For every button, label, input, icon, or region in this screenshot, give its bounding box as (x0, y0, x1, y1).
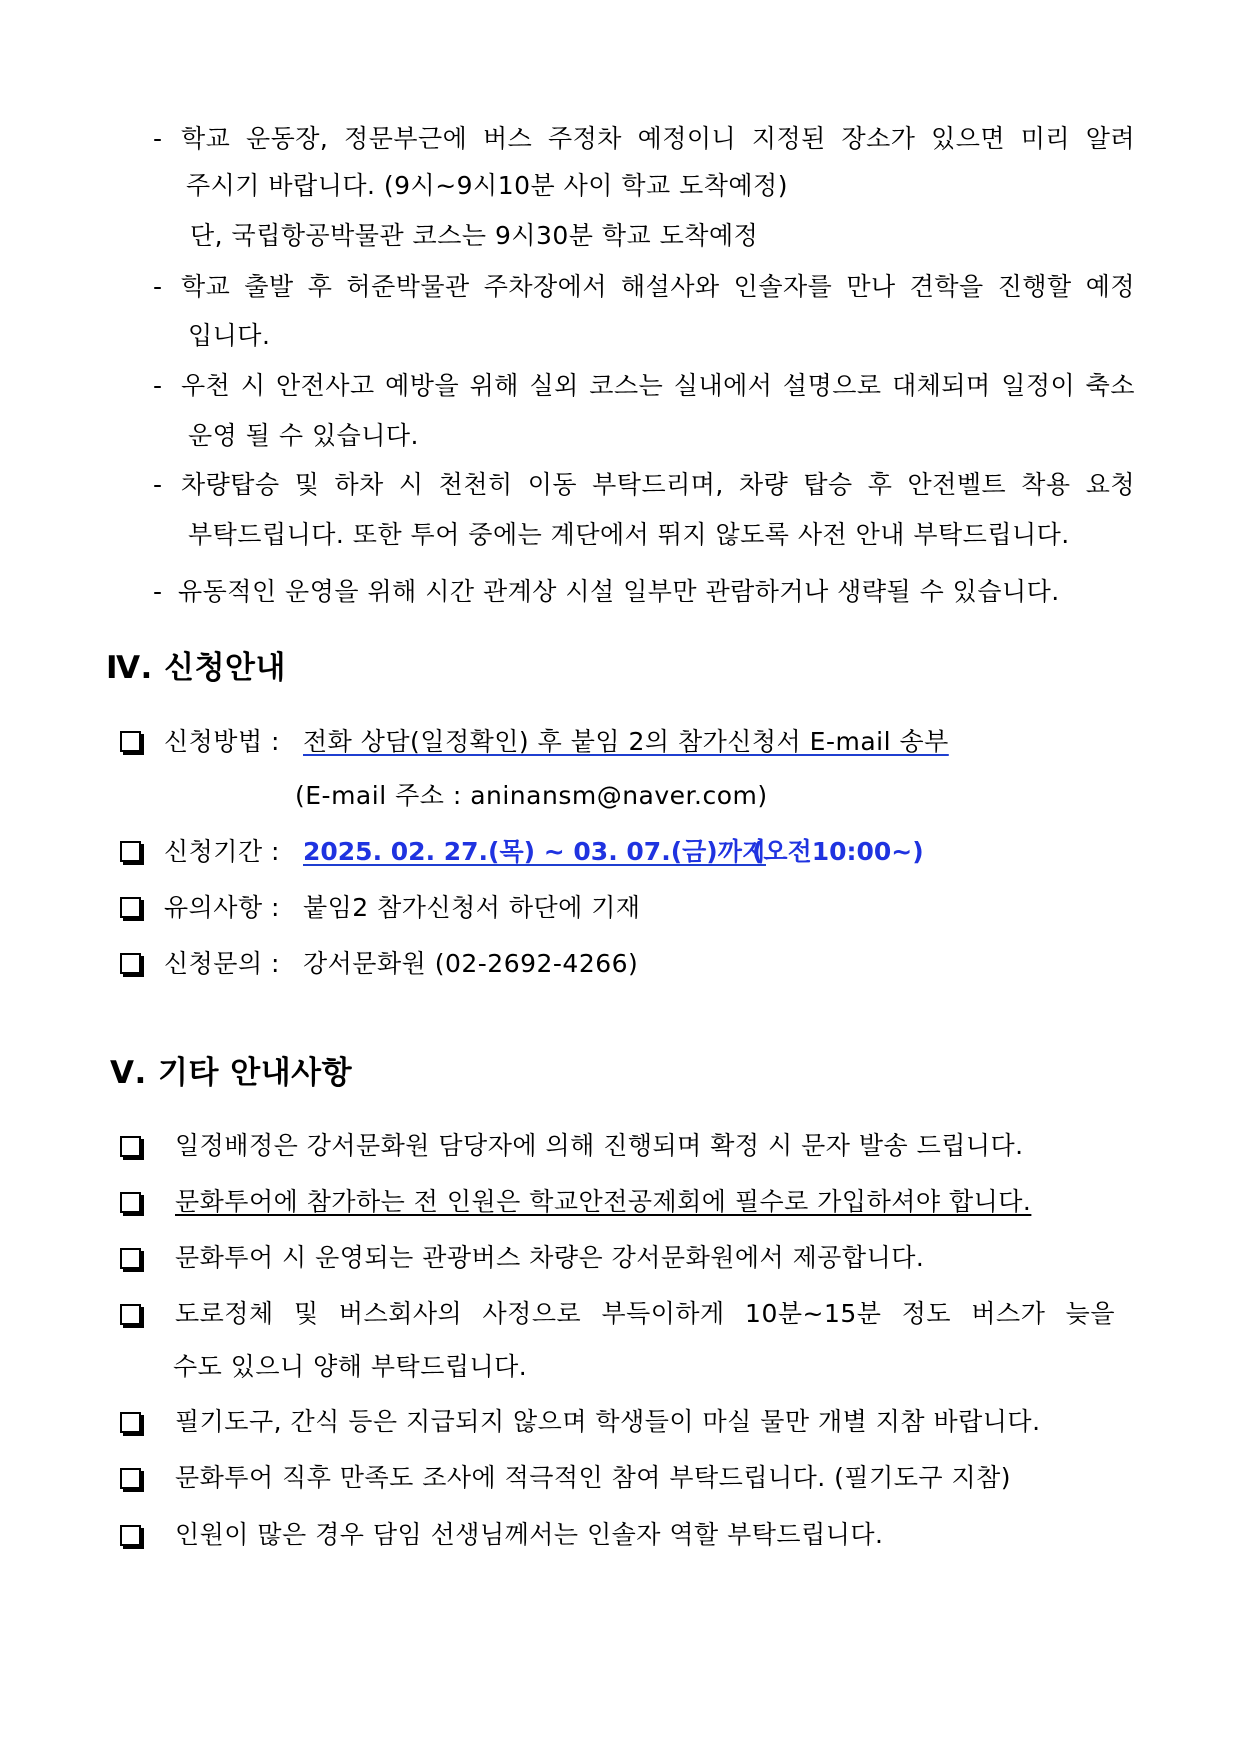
checkbox-icon (120, 1468, 141, 1489)
note-4-line-1: 차량탑승 및 하차 시 천천히 이동 부탁드리며, 차량 탑승 후 안전벨트 착용 요청 (181, 470, 1135, 499)
info-6: 문화투어 직후 만족도 조사에 적극적인 참여 부탁드립니다. (필기도구 지참) (175, 1463, 1012, 1492)
period-label: 신청기간 : (164, 837, 280, 866)
method-email: (E-mail 주소 : aninansm@naver.com) (295, 781, 768, 810)
checkbox-icon (120, 1304, 141, 1325)
info-4-line-2: 수도 있으니 양해 부탁드립니다. (173, 1352, 528, 1381)
info-3: 문화투어 시 운영되는 관광버스 차량은 강서문화원에서 제공합니다. (175, 1243, 925, 1272)
info-4-line-1: 도로정체 및 버스회사의 사정으로 부득이하게 10분~15분 정도 버스가 늦을 (175, 1299, 1115, 1328)
inquiry-value: 강서문화원 (02-2692-4266) (303, 949, 639, 978)
note-2-line-1: 학교 출발 후 허준박물관 주차장에서 해설사와 인솔자를 만나 견학을 진행할 예정 (181, 272, 1135, 301)
info-2: 문화투어에 참가하는 전 인원은 학교안전공제회에 필수로 가입하셔야 합니다. (175, 1187, 1032, 1216)
info-1: 일정배정은 강서문화원 담당자에 의해 진행되며 확정 시 문자 발송 드립니다. (175, 1131, 1024, 1160)
note-2-line-2: 입니다. (188, 321, 271, 350)
note-3-line-2: 운영 될 수 있습니다. (188, 421, 419, 450)
bullet-dash: - (153, 371, 163, 400)
checkbox-icon (120, 841, 141, 862)
caution-label: 유의사항 : (164, 893, 280, 922)
bullet-dash: - (153, 577, 163, 606)
period-time: (오전10:00~) (752, 837, 924, 866)
checkbox-icon (120, 953, 141, 974)
checkbox-icon (120, 1412, 141, 1433)
note-1-line-1: 학교 운동장, 정문부근에 버스 주정차 예정이니 지정된 장소가 있으면 미리 알려 (181, 124, 1135, 153)
note-1-line-3: 단, 국립항공박물관 코스는 9시30분 학교 도착예정 (190, 221, 759, 250)
note-5-line-1: 유동적인 운영을 위해 시간 관계상 시설 일부만 관람하거나 생략될 수 있습니다. (178, 577, 1060, 606)
info-7: 인원이 많은 경우 담임 선생님께서는 인솔자 역할 부탁드립니다. (175, 1520, 884, 1549)
bullet-dash: - (153, 470, 163, 499)
bullet-dash: - (153, 272, 163, 301)
method-label: 신청방법 : (164, 727, 280, 756)
caution-value: 붙임2 참가신청서 하단에 기재 (303, 893, 641, 922)
checkbox-icon (120, 1248, 141, 1269)
note-4-line-2: 부탁드립니다. 또한 투어 중에는 계단에서 뛰지 않도록 사전 안내 부탁드립니다. (188, 520, 1070, 549)
method-value: 전화 상담(일정확인) 후 붙임 2의 참가신청서 E-mail 송부 (303, 727, 949, 756)
bullet-dash: - (153, 124, 163, 153)
inquiry-label: 신청문의 : (164, 949, 280, 978)
checkbox-icon (120, 897, 141, 918)
section-4-title: Ⅳ. 신청안내 (106, 650, 286, 686)
note-3-line-1: 우천 시 안전사고 예방을 위해 실외 코스는 실내에서 설명으로 대체되며 일정이 축소 (181, 371, 1135, 400)
info-5: 필기도구, 간식 등은 지급되지 않으며 학생들이 마실 물만 개별 지참 바랍니다. (175, 1407, 1041, 1436)
checkbox-icon (120, 1136, 141, 1157)
checkbox-icon (120, 731, 141, 752)
note-1-line-2: 주시기 바랍니다. (9시~9시10분 사이 학교 도착예정) (186, 171, 788, 200)
period-dates: 2025. 02. 27.(목) ~ 03. 07.(금)까지 (303, 837, 766, 866)
section-5-title: Ⅴ. 기타 안내사항 (110, 1055, 353, 1091)
checkbox-icon (120, 1525, 141, 1546)
checkbox-icon (120, 1192, 141, 1213)
